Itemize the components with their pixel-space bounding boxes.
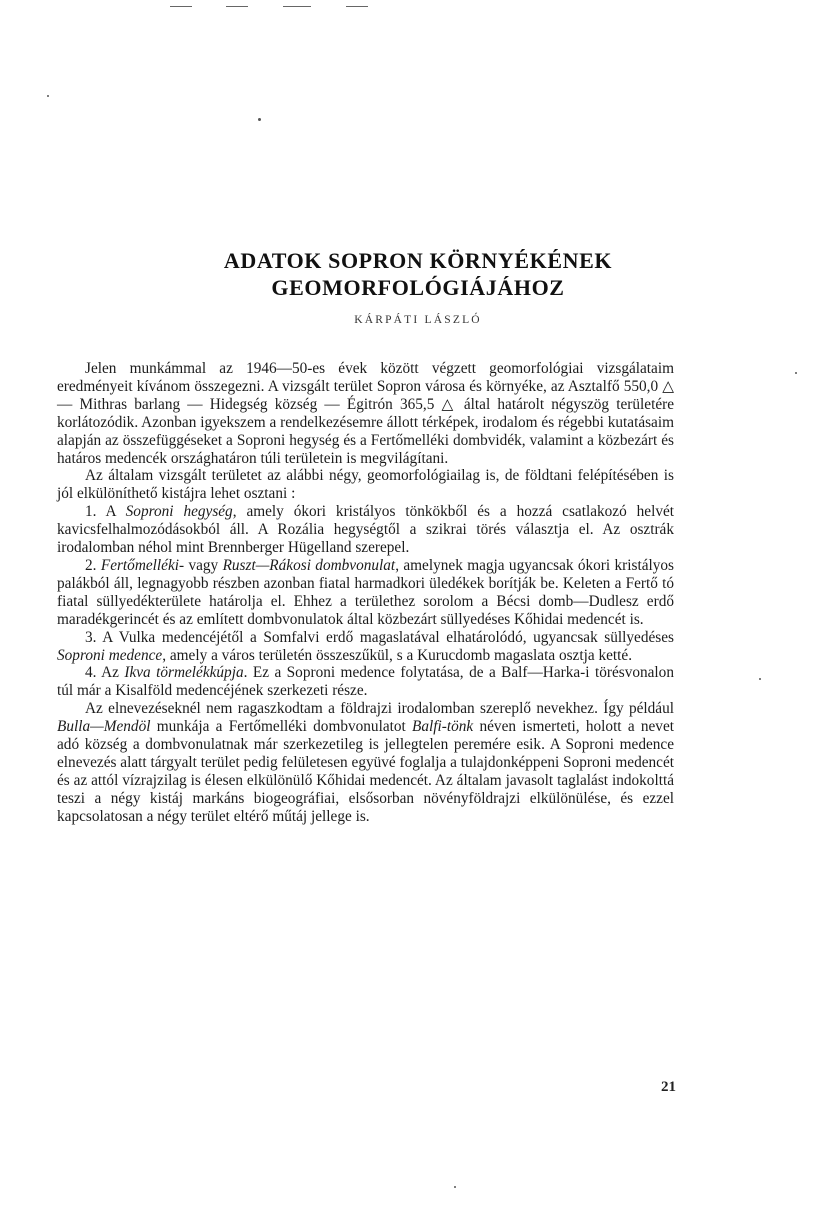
body-paragraph [57, 557, 674, 629]
header-rule-3 [283, 6, 311, 7]
text-run: 1. A [85, 503, 126, 521]
italic-term: Ikva törmelékkúpja [124, 664, 244, 682]
scan-speck [258, 118, 261, 121]
italic-term: Soproni hegység [125, 503, 233, 521]
text-run: 3. A Vulka medencéjétől a Somfalvi erdő magaslatával elhatárolódó, ugyancsak süllyedéses [85, 628, 674, 646]
body-paragraph [57, 467, 674, 503]
article-title [0, 247, 836, 301]
text-run: , amely ókori kristályos tönkökből és a hozzá csatlakozó helvét kavicsfelhalmozódásokból áll. A Rozália hegységtől a szikrai törés választja el. Az osztrák irodalomban néhol mint Brennberger Hügelland szerepel. [57, 503, 675, 557]
article-body [57, 360, 674, 826]
header-rule-4 [346, 6, 368, 7]
page-number: 21 [661, 1079, 676, 1095]
text-run: , amely a város területén összeszűkül, s a Kurucdomb magaslata osztja ketté. [162, 646, 633, 664]
text-run: Az elnevezéseknél nem ragaszkodtam a földrajzi irodalomban szereplő nevekhez. Így például [85, 700, 674, 718]
text-run: munkája a Fertőmelléki dombvonulatot [150, 718, 413, 736]
text-run: . Ez a Soproni medence folytatása, de a Balf—Harka-i törésvonalon túl már a Kisalföld medencéjének szerkezeti része. [57, 664, 674, 700]
italic-term: Bulla—Mendöl [57, 718, 151, 736]
body-paragraph [57, 360, 674, 467]
text-run: 2. [85, 556, 101, 574]
text-run: néven ismerteti, holott a nevet adó község a dombvonulatnak már szerkezetileg is jellegtelen peremére esik. A Soproni medence elnevezés alatt tárgyalt terület pedig felületesen együvé foglalja a tulajdonképpeni Soproni medencét és az attól vízrajzilag is élesen elkülönülő Kőhidai medencét. Az általam javasolt taglalást indokolttá teszi a négy kistáj markáns biogeográfiai, elsősorban növényföldrajzi elkülönülése, és ezzel kapcsolatosan a négy terület eltérő műtáj jellege is. [57, 718, 674, 825]
body-paragraph [57, 664, 674, 700]
scan-speck [795, 372, 797, 374]
body-paragraph [57, 629, 674, 665]
author-name: KÁRPÁTI LÁSZLÓ [354, 314, 482, 326]
italic-term: Fertőmelléki- [100, 556, 185, 574]
header-rule-1 [170, 6, 192, 7]
italic-term: Balfi-tönk [412, 718, 474, 736]
header-rule-2 [226, 6, 248, 7]
scan-speck [759, 678, 761, 680]
italic-term: Soproni medence [57, 646, 163, 664]
scan-speck [47, 95, 49, 97]
title-line-2: GEOMORFOLÓGIÁJÁHOZ [271, 275, 565, 300]
text-run: Az általam vizsgált területet az alábbi négy, geomorfológiailag is, de földtani felépítésében is jól elkülöníthető kistájra lehet osztani : [57, 467, 674, 503]
text-run: , amelynek magja ugyancsak ókori kristályos palákból áll, legnagyobb részben azonban fiatal harmadkori üledékek borítják be. Keleten a Fertő tó fiatal süllyedékterülete határolja el. Ehhez a területhez sorolom a Bécsi domb—Dudlesz erdő maradékgerincét és az említett dombvonulatok által közbezárt süllyedéses Kőhidai medencét is. [57, 556, 674, 628]
title-line-1: ADATOK SOPRON KÖRNYÉKÉNEK [223, 248, 613, 273]
text-run: 4. Az [85, 664, 125, 682]
text-run: Jelen munkámmal az 1946—50-es évek között végzett geomorfológiai vizsgálataim eredményeit kívánom összegezni. A vizsgált terület Sopron városa és környéke, az Asztalfő 550,0 △ — Mithras barlang — Hidegség község — Égitrón 365,5 △ által határolt négyszög területére korlátozódik. Azonban igyekszem a rendelkezésemre állott térképek, irodalom és régebbi kutatásaim alapján az összefüggéseket a Soproni hegység és a Fertőmelléki dombvidék, valamint a közbezárt és határos medencék országhatáron túli területein is megvilágítani. [57, 360, 674, 467]
scan-speck [454, 1186, 456, 1188]
italic-term: Ruszt—Rákosi dombvonulat [222, 556, 396, 574]
body-paragraph [57, 503, 674, 557]
text-run: vagy [184, 556, 223, 574]
body-paragraph [57, 700, 674, 825]
